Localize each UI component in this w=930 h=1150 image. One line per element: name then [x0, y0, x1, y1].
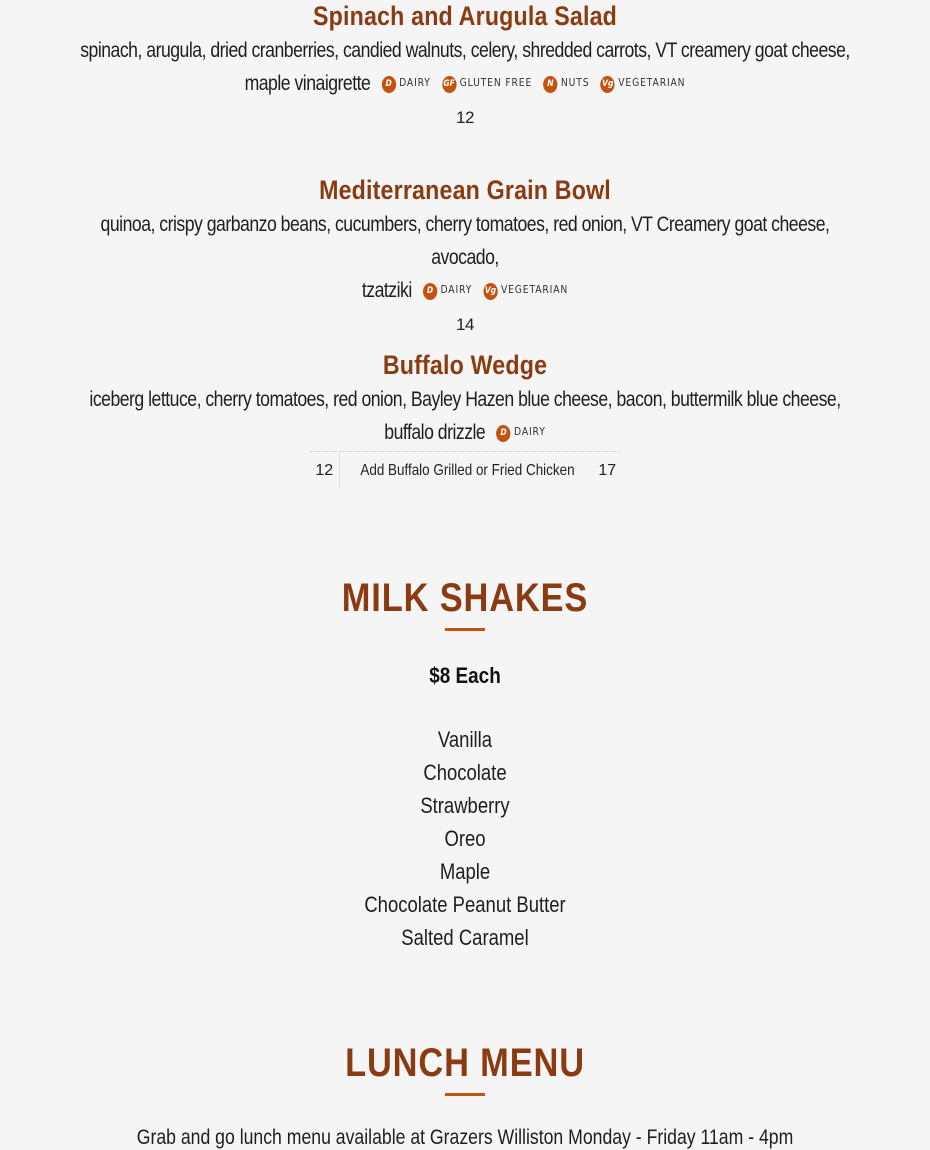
dietary-tags	[375, 72, 686, 95]
tag-dairy: D DAIRY	[381, 66, 430, 99]
addon-price: 17	[598, 462, 617, 479]
menu-item-mediterranean-bowl	[0, 174, 930, 335]
item-price: 14	[456, 314, 474, 334]
item-description: iceberg lettuce, cherry tomatoes, red onion, Bayley Hazen blue cheese, bacon, buttermilk blue cheese, buffalo drizzle D DAIRY	[74, 383, 855, 450]
dairy-icon: D	[496, 425, 510, 442]
dietary-tags	[416, 279, 568, 302]
tag-dairy: D DAIRY	[496, 415, 545, 448]
lunch-note: Grab and go lunch menu available at Grazers Williston Monday - Friday 11am - 4pm	[136, 1126, 794, 1149]
addon-label: Add Buffalo Grilled or Fried Chicken	[359, 462, 575, 479]
tag-nuts: N NUTS	[543, 66, 589, 99]
section-divider	[445, 628, 485, 631]
flavor-item: Maple	[439, 859, 491, 884]
vegetarian-icon: Vg	[601, 76, 615, 93]
item-price: 12	[456, 107, 474, 127]
dairy-icon: D	[381, 76, 395, 93]
price-row	[310, 451, 620, 490]
item-title: Spinach and Arugula Salad	[312, 1, 618, 31]
section-title-milk-shakes: MILK SHAKES	[341, 576, 589, 620]
flavor-item: Chocolate	[423, 760, 507, 785]
item-description: spinach, arugula, dried cranberries, candied walnuts, celery, shredded carrots, VT creamery goat cheese, maple vinaigrette D DAIRY GF GLUTEN FREE N NUTS Vg VEGETARIAN	[74, 34, 855, 101]
section-title-lunch-menu: LUNCH MENU	[345, 1041, 585, 1085]
section-divider	[445, 1093, 485, 1096]
flavor-item: Vanilla	[437, 727, 493, 752]
flavor-item: Chocolate Peanut Butter	[364, 892, 566, 917]
item-title: Buffalo Wedge	[382, 350, 548, 380]
gluten-free-icon: GF	[442, 76, 456, 93]
nuts-icon: N	[543, 76, 557, 93]
item-description: quinoa, crispy garbanzo beans, cucumbers, cherry tomatoes, red onion, VT Creamery goat cheese, avocado, tzatziki D DAIRY Vg VEGETARIAN	[74, 208, 855, 308]
tag-vegetarian: Vg VEGETARIAN	[483, 273, 568, 306]
flavor-item: Oreo	[444, 826, 486, 851]
item-price: 12	[310, 454, 340, 488]
flavor-list	[0, 723, 930, 954]
milkshake-price-note: $8 Each	[429, 663, 501, 688]
dietary-tags	[490, 421, 546, 444]
vegetarian-icon: Vg	[483, 283, 497, 300]
menu-item-spinach-arugula	[0, 0, 930, 128]
tag-vegetarian: Vg VEGETARIAN	[601, 66, 686, 99]
dairy-icon: D	[423, 283, 437, 300]
flavor-item: Strawberry	[420, 793, 510, 818]
tag-dairy: D DAIRY	[423, 273, 472, 306]
tag-gluten-free: GF GLUTEN FREE	[442, 66, 532, 99]
item-title: Mediterranean Grain Bowl	[319, 175, 611, 205]
menu-item-buffalo-wedge	[0, 349, 930, 450]
flavor-item: Salted Caramel	[401, 925, 529, 950]
